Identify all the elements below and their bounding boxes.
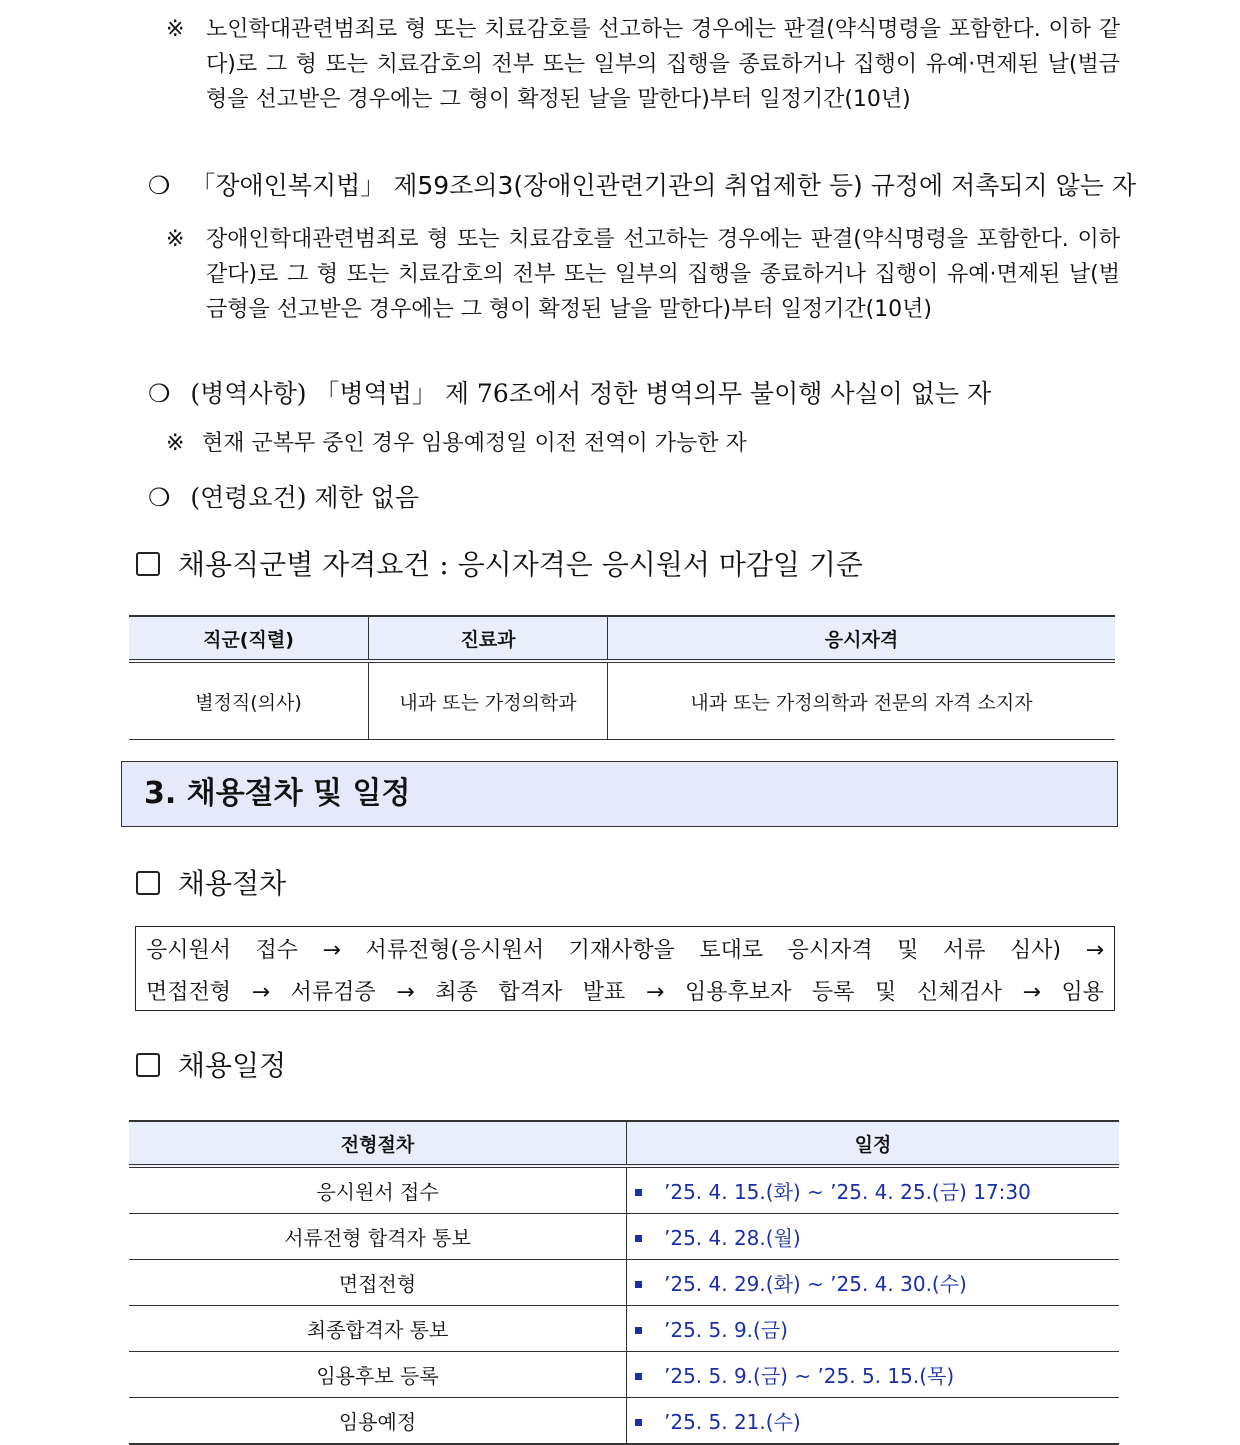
table-row (129, 1306, 1119, 1352)
procedure-box (135, 926, 1115, 1011)
date-text: ’25. 4. 15.(화) ~ ’25. 4. 25.(금) 17:30 (664, 1180, 1031, 1204)
date-cell (627, 1352, 1120, 1398)
table-cell: 내과 또는 가정의학과 전문의 자격 소지자 (608, 661, 1116, 740)
note-text: 장애인학대관련범죄로 형 또는 치료감호를 선고하는 경우에는 판결(약식명령을 포함한다. 이하 같다)로 그 형 또는 치료감호의 전부 또는 일부의 집행을 종료하거나 집행이 유예·면제된 날(벌금형을 선고받은 경우에는 그 형이 확정된 날을 말한다)부터 일정기간(10년) (206, 227, 1120, 322)
table-row (129, 1398, 1119, 1445)
circle-bullet-icon: ❍ (148, 171, 171, 200)
heading-text: 채용일정 (178, 1049, 287, 1082)
square-bullet-icon (635, 1281, 642, 1288)
note-text: 현재 군복무 중인 경우 임용예정일 이전 전역이 가능한 자 (202, 431, 747, 456)
bullet-military (148, 374, 991, 410)
bullet-text: (연령요건) 제한 없음 (190, 483, 419, 512)
date-cell (627, 1166, 1120, 1214)
stage-cell: 임용예정 (129, 1398, 627, 1445)
reference-mark: ※ (166, 17, 185, 42)
date-cell (627, 1214, 1120, 1260)
column-header: 전형절차 (129, 1121, 627, 1166)
date-text: ’25. 5. 21.(수) (664, 1410, 801, 1434)
qualification-heading (136, 543, 863, 583)
square-bullet-icon (635, 1189, 642, 1196)
schedule-table (129, 1120, 1119, 1445)
square-bullet-icon (635, 1419, 642, 1426)
date-cell (627, 1398, 1120, 1445)
column-header: 일정 (627, 1121, 1120, 1166)
table-header-row (129, 1121, 1119, 1166)
stage-cell: 임용후보 등록 (129, 1352, 627, 1398)
square-bullet-icon (136, 1053, 160, 1077)
note-disability-abuse (166, 222, 1120, 327)
stage-cell: 최종합격자 통보 (129, 1306, 627, 1352)
bullet-text: 「장애인복지법」 제59조의3(장애인관련기관의 취업제한 등) 규정에 저촉되지 않는 자 (190, 171, 1137, 200)
schedule-heading (136, 1044, 286, 1084)
date-text: ’25. 4. 28.(월) (664, 1226, 801, 1250)
square-bullet-icon (635, 1235, 642, 1242)
note-military-service (166, 426, 1120, 461)
column-header: 응시자격 (608, 616, 1116, 661)
note-text: 노인학대관련범죄로 형 또는 치료감호를 선고하는 경우에는 판결(약식명령을 포함한다. 이하 같다)로 그 형 또는 치료감호의 전부 또는 일부의 집행을 종료하거나 집행이 유예·면제된 날(벌금형을 선고받은 경우에는 그 형이 확정된 날을 말한다)부터 일정기간(10년) (206, 17, 1120, 112)
square-bullet-icon (136, 552, 160, 576)
table-row (129, 1260, 1119, 1306)
heading-text: 채용직군별 자격요건 : 응시자격은 응시원서 마감일 기준 (178, 548, 863, 581)
note-elder-abuse (166, 12, 1120, 117)
qualification-table (129, 615, 1115, 740)
section-title-bar (121, 761, 1118, 827)
date-text: ’25. 5. 9.(금) ~ ’25. 5. 15.(목) (664, 1364, 955, 1388)
table-cell: 내과 또는 가정의학과 (369, 661, 608, 740)
stage-cell: 응시원서 접수 (129, 1166, 627, 1214)
table-cell: 별정직(의사) (129, 661, 369, 740)
date-cell (627, 1306, 1120, 1352)
procedure-line: 응시원서 접수 → 서류전형(응시원서 기재사항을 토대로 응시자격 및 서류 심사) → (146, 938, 1104, 963)
date-text: ’25. 5. 9.(금) (664, 1318, 788, 1342)
table-row (129, 1214, 1119, 1260)
bullet-text: (병역사항) 「병역법」 제 76조에서 정한 병역의무 불이행 사실이 없는 자 (190, 379, 992, 408)
table-row (129, 1166, 1119, 1214)
procedure-heading (136, 862, 286, 902)
square-bullet-icon (635, 1373, 642, 1380)
heading-text: 채용절차 (178, 867, 287, 900)
reference-mark: ※ (166, 431, 185, 456)
table-row (129, 1352, 1119, 1398)
square-bullet-icon (136, 871, 160, 895)
square-bullet-icon (635, 1327, 642, 1334)
stage-cell: 면접전형 (129, 1260, 627, 1306)
section-title: 3. 채용절차 및 일정 (144, 776, 411, 811)
table-row (129, 661, 1115, 740)
procedure-line: 면접전형 → 서류검증 → 최종 합격자 발표 → 임용후보자 등록 및 신체검사 → 임용 (146, 980, 1104, 1005)
date-cell (627, 1260, 1120, 1306)
table-header-row (129, 616, 1115, 661)
stage-cell: 서류전형 합격자 통보 (129, 1214, 627, 1260)
circle-bullet-icon: ❍ (148, 379, 171, 408)
date-text: ’25. 4. 29.(화) ~ ’25. 4. 30.(수) (664, 1272, 967, 1296)
reference-mark: ※ (166, 227, 185, 252)
column-header: 진료과 (369, 616, 608, 661)
bullet-disability-law (148, 166, 1136, 202)
column-header: 직군(직렬) (129, 616, 369, 661)
bullet-age (148, 478, 419, 514)
circle-bullet-icon: ❍ (148, 483, 171, 512)
